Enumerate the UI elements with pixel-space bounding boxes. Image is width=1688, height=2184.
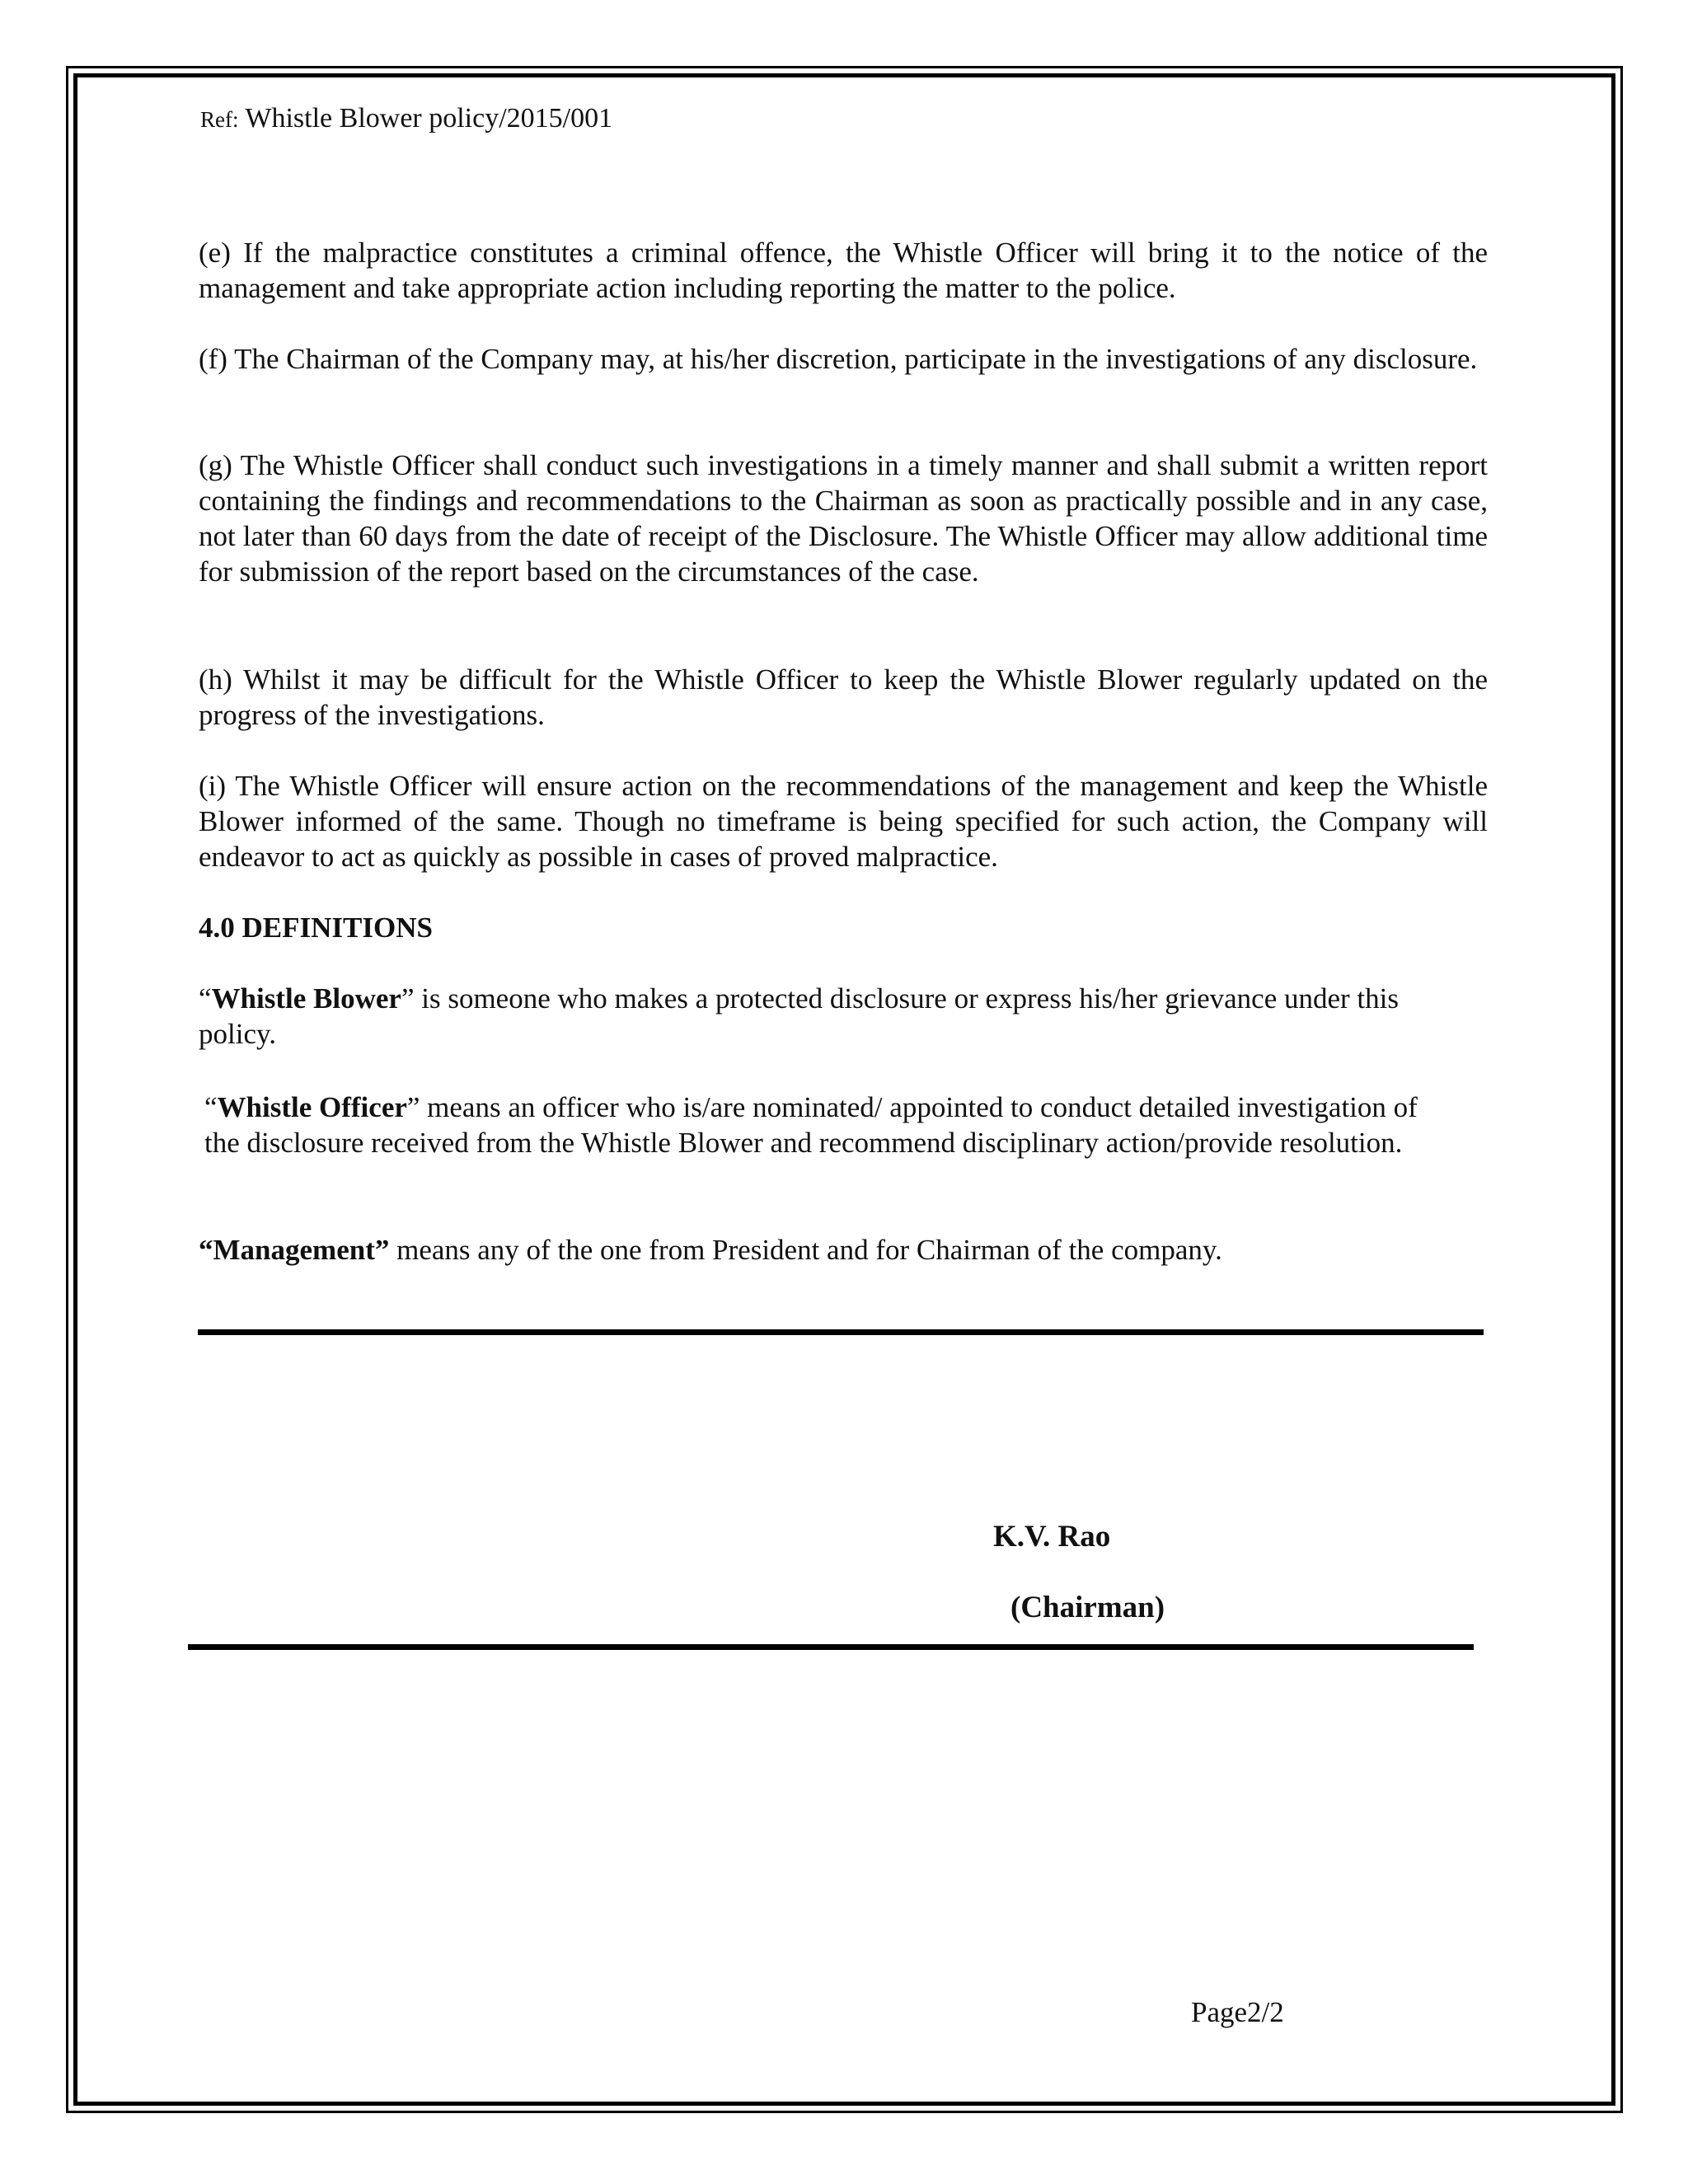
reference-number	[200, 101, 612, 138]
definition-management	[199, 1232, 1488, 1268]
reference-label: Ref:	[200, 107, 239, 132]
divider-rule-bottom	[188, 1644, 1474, 1650]
definition-term: Whistle Blower	[211, 982, 401, 1015]
definition-text: ” means an officer who is/are nominated/ appointed to conduct detailed investigation of the disclosure received from the Whistle Blower and recommend disciplinary action/provide resolution.	[204, 1091, 1418, 1159]
definition-open-quote: “	[199, 982, 212, 1015]
paragraph-f: (f) The Chairman of the Company may, at his/her discretion, participate in the investigations of any disclosure.	[199, 343, 1478, 375]
definition-whistle-officer	[204, 1090, 1432, 1160]
definition-text: means any of the one from President and for Chairman of the company.	[389, 1234, 1222, 1266]
definition-open-quote: “	[204, 1091, 218, 1123]
definitions-heading: 4.0 DEFINITIONS	[199, 912, 433, 944]
definition-text: ” is someone who makes a protected disclosure or express his/her grievance under this policy.	[199, 982, 1399, 1050]
definition-term: “Management”	[199, 1234, 390, 1266]
paragraph-e: (e) If the malpractice constitutes a criminal offence, the Whistle Officer will bring it to the notice of the management and take appropriate action including reporting the matter to the police.	[199, 237, 1488, 304]
paragraph-g: (g) The Whistle Officer shall conduct such investigations in a timely manner and shall submit a written report containing the findings and recommendations to the Chairman as soon as practically possible and in any case, not later than 60 days from the date of receipt of the Disclosure. The Whistle Officer may allow additional time for submission of the report based on the circumstances of the case.	[199, 449, 1488, 588]
paragraph-h: (h) Whilst it may be difficult for the Whistle Officer to keep the Whistle Blower regularly updated on the progress of the investigations.	[199, 663, 1488, 731]
definition-whistle-blower	[199, 981, 1435, 1052]
paragraph-i: (i) The Whistle Officer will ensure action on the recommendations of the management and keep the Whistle Blower informed of the same. Though no timeframe is being specified for such action, the Company will endeavor to act as quickly as possible in cases of proved malpractice.	[199, 770, 1488, 873]
signatory-name: K.V. Rao	[993, 1520, 1111, 1554]
definition-term: Whistle Officer	[217, 1091, 407, 1123]
page-number: Page2/2	[1191, 1996, 1284, 2028]
signatory-title: (Chairman)	[1010, 1591, 1165, 1624]
reference-value: Whistle Blower policy/2015/001	[245, 103, 613, 134]
divider-rule-top	[198, 1329, 1484, 1335]
